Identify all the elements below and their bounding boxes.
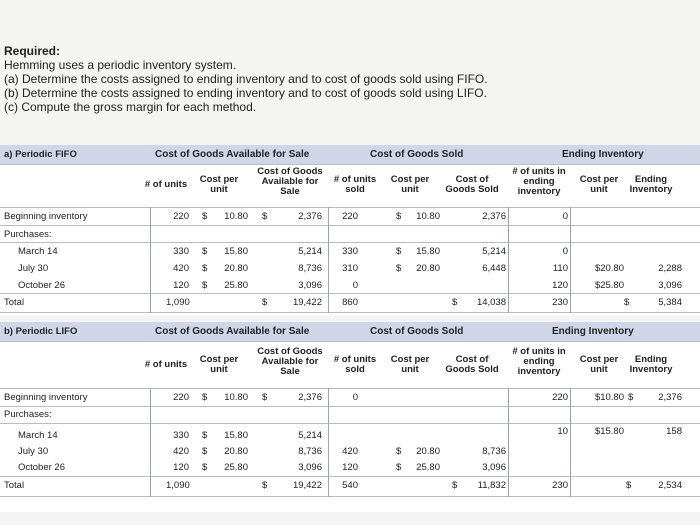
lifo-col-cost-per-unit-sold: Cost per unit — [390, 354, 430, 375]
lifo-total-cogs-sym: $ — [452, 480, 458, 491]
lifo-group-available: Cost of Goods Available for Sale — [155, 326, 310, 337]
lifo-beg-ending-inv: 2,376 — [658, 392, 682, 403]
fifo-oct-cgas: 3,096 — [298, 280, 322, 291]
fifo-beg-cpu-sold: 10.80 — [416, 211, 440, 222]
fifo-col-cost-ending: Cost per unit — [579, 174, 619, 195]
lifo-jul-cogs: 8,736 — [482, 446, 506, 457]
fifo-total-units: 1,090 — [166, 297, 190, 308]
lifo-gridline — [150, 388, 151, 497]
fifo-total-cgas: 19,422 — [292, 297, 322, 308]
fifo-row-purchases-label: Purchases: — [4, 229, 52, 240]
fifo-col-cost-per-unit: Cost per unit — [199, 174, 239, 195]
fifo-oct-units-sold: 0 — [352, 280, 358, 291]
fifo-jul-ending-inv: 2,288 — [658, 263, 682, 274]
lifo-oct-cpu-sold-sym: $ — [396, 462, 402, 473]
fifo-jul-units: 420 — [173, 263, 189, 274]
lifo-gridline — [508, 388, 509, 497]
fifo-total-cogs: 14,038 — [476, 297, 506, 308]
fifo-row-beginning-label: Beginning inventory — [4, 211, 88, 222]
lifo-jul-cpu: 20.80 — [224, 446, 248, 457]
fifo-jul-cpu: 20.80 — [224, 263, 248, 274]
fifo-gridline — [150, 207, 151, 313]
fifo-col-units-ending: # of units in ending inventory — [512, 166, 566, 197]
fifo-beg-cogs: 2,376 — [482, 211, 506, 222]
lifo-beg-units: 220 — [173, 392, 189, 403]
fifo-gridline — [508, 207, 509, 313]
lifo-beg-cpu: 10.80 — [224, 392, 248, 403]
lifo-gridline — [0, 423, 700, 424]
lifo-col-units-sold: # of units sold — [333, 354, 377, 375]
fifo-gridline — [0, 312, 700, 313]
fifo-beg-cpu-sold-sym: $ — [396, 211, 402, 222]
fifo-group-available: Cost of Goods Available for Sale — [155, 149, 310, 160]
fifo-gridline — [328, 207, 329, 313]
lifo-jul-units-sold: 420 — [342, 446, 358, 457]
fifo-col-cost-per-unit-sold: Cost per unit — [390, 174, 430, 195]
fifo-row-total-label: Total — [4, 297, 25, 308]
lifo-jul-units: 420 — [173, 446, 189, 457]
required-heading: Required: — [4, 44, 61, 58]
lifo-gridline — [570, 388, 571, 497]
lifo-col-cogs: Cost of Goods Sold — [445, 354, 499, 375]
lifo-beg-units-sold: 0 — [352, 392, 358, 403]
intro-text: Hemming uses a periodic inventory system. — [4, 58, 237, 72]
fifo-oct-units: 120 — [173, 280, 189, 291]
fifo-beg-cgas: 2,376 — [298, 211, 322, 222]
fifo-jul-cgas: 8,736 — [298, 263, 322, 274]
lifo-total-units: 1,090 — [166, 480, 190, 491]
lifo-total-units-sold: 540 — [342, 480, 358, 491]
lifo-gridline — [328, 388, 329, 497]
lifo-total-ending-inv: 2,534 — [658, 480, 682, 491]
fifo-gridline — [0, 225, 700, 226]
lifo-jul-cpu-sym: $ — [202, 446, 208, 457]
lifo-mar-cgas: 5,214 — [298, 430, 322, 441]
fifo-mar-units: 330 — [173, 246, 189, 257]
lifo-gridline — [0, 388, 700, 389]
part-c-text: (c) Compute the gross margin for each method. — [4, 100, 257, 114]
fifo-group-sold: Cost of Goods Sold — [370, 149, 464, 160]
fifo-mar-cogs: 5,214 — [482, 246, 506, 257]
fifo-beg-units-end: 0 — [562, 211, 568, 222]
lifo-oct-cgas: 3,096 — [298, 462, 322, 473]
lifo-mar-units: 330 — [173, 430, 189, 441]
lifo-beg-ending-sym: $ — [628, 392, 634, 403]
lifo-gridline — [0, 496, 700, 497]
fifo-jul-cpu-sold: 20.80 — [416, 263, 440, 274]
lifo-beg-cost-end: $10.80 — [594, 392, 624, 403]
fifo-total-cgas-sym: $ — [262, 297, 268, 308]
fifo-row-july-label: July 30 — [18, 263, 49, 274]
lifo-row-total-label: Total — [4, 480, 25, 491]
fifo-col-ending-inventory: Ending Inventory — [629, 174, 673, 195]
lifo-total-cgas-sym: $ — [262, 480, 268, 491]
lifo-col-units-ending: # of units in ending inventory — [512, 346, 566, 377]
fifo-beg-cgas-sym: $ — [262, 211, 268, 222]
lifo-col-ending-inventory: Ending Inventory — [629, 354, 673, 375]
lifo-total-units-end: 230 — [552, 480, 568, 491]
lifo-oct-cpu-sym: $ — [202, 462, 208, 473]
fifo-mar-cpu: 15.80 — [224, 246, 248, 257]
fifo-beg-units: 220 — [173, 211, 189, 222]
fifo-mar-cpu-sym: $ — [202, 246, 208, 257]
lifo-mar-cost-end: $15.80 — [594, 426, 624, 437]
lifo-mar-ending-inv: 158 — [666, 426, 682, 437]
fifo-mar-cpu-sold-sym: $ — [396, 246, 402, 257]
lifo-beg-units-end: 220 — [552, 392, 568, 403]
fifo-total-ending-inv: 5,384 — [658, 297, 682, 308]
lifo-beg-cpu-sym: $ — [202, 392, 208, 403]
fifo-col-units: # of units — [144, 179, 188, 190]
lifo-row-july-label: July 30 — [18, 446, 49, 457]
lifo-total-ending-sym: $ — [626, 480, 632, 491]
fifo-jul-cogs: 6,448 — [482, 263, 506, 274]
lifo-mar-cpu: 15.80 — [224, 430, 248, 441]
lifo-total-cogs: 11,832 — [477, 480, 506, 491]
lifo-col-cost-ending: Cost per unit — [579, 354, 619, 375]
fifo-oct-cpu: 25.80 — [224, 280, 248, 291]
lifo-oct-cogs: 3,096 — [482, 462, 506, 473]
fifo-col-cogs: Cost of Goods Sold — [445, 174, 499, 195]
fifo-group-ending: Ending Inventory — [562, 149, 644, 160]
fifo-oct-cpu-sym: $ — [202, 280, 208, 291]
fifo-beg-cpu-sym: $ — [202, 211, 208, 222]
lifo-col-cgas: Cost of Goods Available for Sale — [257, 346, 323, 377]
fifo-mar-cpu-sold: 15.80 — [416, 246, 440, 257]
fifo-jul-cpu-sold-sym: $ — [396, 263, 402, 274]
fifo-oct-units-end: 120 — [552, 280, 568, 291]
lifo-row-october-label: October 26 — [18, 462, 65, 473]
fifo-gridline — [570, 207, 571, 313]
lifo-jul-cgas: 8,736 — [298, 446, 322, 457]
lifo-gridline — [0, 406, 700, 407]
lifo-col-units: # of units — [144, 359, 188, 370]
fifo-table — [0, 145, 700, 315]
lifo-beg-cgas: 2,376 — [298, 392, 322, 403]
fifo-total-ending-sym: $ — [624, 297, 630, 308]
lifo-col-cost-per-unit: Cost per unit — [199, 354, 239, 375]
fifo-title: a) Periodic FIFO — [4, 149, 77, 160]
fifo-col-units-sold: # of units sold — [333, 174, 377, 195]
lifo-oct-cpu-sold: 25.80 — [416, 462, 440, 473]
lifo-beg-cgas-sym: $ — [262, 392, 268, 403]
fifo-jul-cost-end: $20.80 — [594, 263, 624, 274]
fifo-oct-ending-inv: 3,096 — [658, 280, 682, 291]
lifo-row-purchases-label: Purchases: — [4, 409, 52, 420]
fifo-mar-units-sold: 330 — [342, 246, 358, 257]
fifo-mar-units-end: 0 — [562, 246, 568, 257]
fifo-col-cgas: Cost of Goods Available for Sale — [257, 166, 323, 197]
fifo-gridline — [0, 293, 700, 294]
fifo-jul-cpu-sym: $ — [202, 263, 208, 274]
fifo-total-cogs-sym: $ — [452, 297, 458, 308]
lifo-row-beginning-label: Beginning inventory — [4, 392, 88, 403]
fifo-gridline — [0, 207, 700, 208]
lifo-title: b) Periodic LIFO — [4, 326, 78, 337]
fifo-total-units-end: 230 — [552, 297, 568, 308]
lifo-mar-cpu-sym: $ — [202, 430, 208, 441]
fifo-total-units-sold: 860 — [342, 297, 358, 308]
instructions — [4, 44, 694, 114]
lifo-jul-cpu-sold: 20.80 — [416, 446, 440, 457]
lifo-row-march-label: March 14 — [18, 430, 58, 441]
lifo-oct-units: 120 — [173, 462, 189, 473]
lifo-jul-cpu-sold-sym: $ — [396, 446, 402, 457]
lifo-table — [0, 322, 700, 512]
fifo-jul-units-end: 110 — [552, 263, 568, 274]
fifo-gridline — [0, 242, 700, 243]
part-a-text: (a) Determine the costs assigned to ending inventory and to cost of goods sold using FIFO. — [4, 72, 488, 86]
fifo-mar-cgas: 5,214 — [298, 246, 322, 257]
fifo-beg-cpu: 10.80 — [224, 211, 248, 222]
lifo-mar-units-end: 10 — [557, 426, 568, 437]
lifo-oct-units-sold: 120 — [342, 462, 358, 473]
fifo-jul-units-sold: 310 — [342, 263, 358, 274]
lifo-group-ending: Ending Inventory — [552, 326, 634, 337]
fifo-beg-units-sold: 220 — [342, 211, 358, 222]
fifo-oct-cost-end: $25.80 — [594, 280, 624, 291]
fifo-row-march-label: March 14 — [18, 246, 58, 257]
part-b-text: (b) Determine the costs assigned to ending inventory and to cost of goods sold using LIFO. — [4, 86, 487, 100]
fifo-row-october-label: October 26 — [18, 280, 65, 291]
lifo-oct-cpu: 25.80 — [224, 462, 248, 473]
lifo-total-cgas: 19,422 — [292, 480, 322, 491]
lifo-group-sold: Cost of Goods Sold — [370, 326, 464, 337]
lifo-gridline — [0, 476, 700, 477]
